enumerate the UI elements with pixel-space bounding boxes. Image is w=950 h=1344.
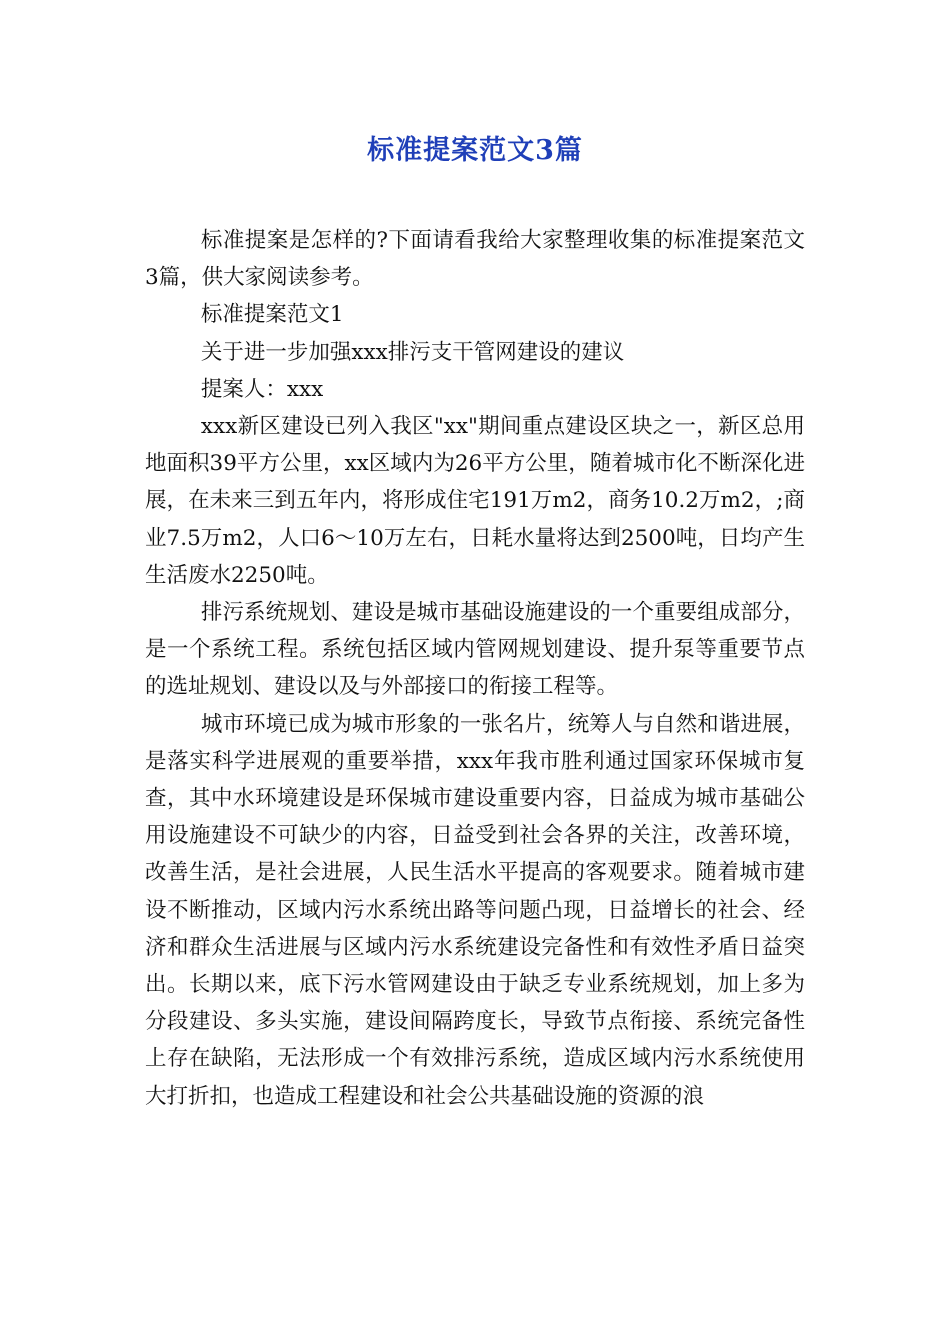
intro-paragraph: 标准提案是怎样的?下面请看我给大家整理收集的标准提案范文3篇，供大家阅读参考。 xyxy=(145,228,805,291)
document-body xyxy=(145,222,805,1115)
body-paragraph: 排污系统规划、建设是城市基础设施建设的一个重要组成部分，是一个系统工程。系统包括区域内管网规划建设、提升泵等重要节点的选址规划、建设以及与外部接口的衔接工程等。 xyxy=(145,600,805,700)
body-paragraph: xxx新区建设已列入我区"xx"期间重点建设区块之一，新区总用地面积39平方公里，xx区域内为26平方公里，随着城市化不断深化进展，在未来三到五年内，将形成住宅191万m2，商务10.2万m2，;商业7.5万m2，人口6～10万左右，日耗水量将达到2500吨，日均产生生活废水2250吨。 xyxy=(145,414,805,588)
proposer-line: 提案人：xxx xyxy=(200,376,324,402)
section-heading: 标准提案范文1 xyxy=(200,302,344,328)
proposal-title: 关于进一步加强xxx排污支干管网建设的建议 xyxy=(200,339,625,365)
body-paragraph: 城市环境已成为城市形象的一张名片，统筹人与自然和谐进展，是落实科学进展观的重要举措，xxx年我市胜利通过国家环保城市复查，其中水环境建设是环保城市建设重要内容，日益成为城市基础公用设施建设不可缺少的内容，日益受到社会各界的关注，改善环境，改善生活，是社会进展，人民生活水平提高的客观要求。随着城市建设不断推动，区域内污水系统出路等问题凸现，日益增长的社会、经济和群众生活进展与区域内污水系统建设完备性和有效性矛盾日益突出。长期以来，底下污水管网建设由于缺乏专业系统规划，加上多为分段建设、多头实施，建设间隔跨度长，导致节点衔接、系统完备性上存在缺陷，无法形成一个有效排污系统，造成区域内污水系统使用大打折扣，也造成工程建设和社会公共基础设施的资源的浪 xyxy=(145,711,805,1109)
document-title: 标准提案范文3篇 xyxy=(367,135,583,166)
